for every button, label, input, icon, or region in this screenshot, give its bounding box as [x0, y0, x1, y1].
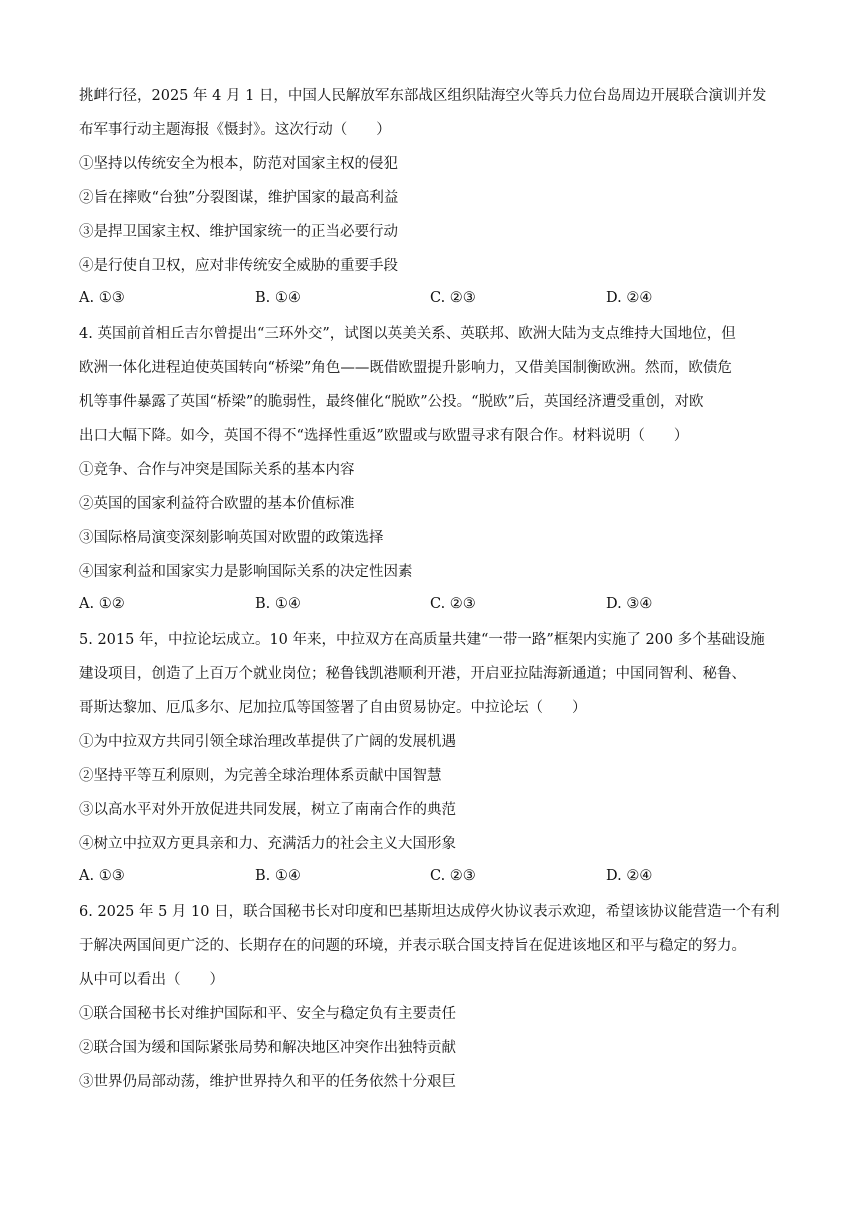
q5-option-b: B. ①④	[255, 868, 301, 884]
q3-statement-2: ②旨在摔败“台独”分裂图谋，维护国家的最高利益	[79, 190, 399, 206]
q4-statement-2: ②英国的国家利益符合欧盟的基本价值标准	[79, 496, 355, 512]
q4-option-a: A. ①②	[79, 596, 125, 612]
q3-statement-4: ④是行使自卫权，应对非传统安全威胁的重要手段	[79, 258, 398, 274]
q6-stem-line: 从中可以看出（ ）	[79, 972, 224, 988]
q5-statement-1: ①为中拉双方共同引领全球治理改革提供了广阔的发展机遇	[79, 734, 456, 750]
q3-options	[79, 290, 784, 310]
q5-stem-line: 建设项目，创造了上百万个就业岗位；秘鲁钱凯港顺利开港，开启亚拉陆海新通道；中国同智利、秘鲁、	[79, 666, 746, 682]
q5-option-c: C. ②③	[430, 868, 476, 884]
q4-stem-line: 4. 英国前首相丘吉尔曾提出“三环外交”，试图以英美关系、英联邦、欧洲大陆为支点维持大国地位，但	[79, 326, 736, 342]
q3-option-d: D. ②④	[606, 290, 653, 306]
q4-statement-4: ④国家利益和国家实力是影响国际关系的决定性因素	[79, 564, 413, 580]
q3-option-c: C. ②③	[430, 290, 476, 306]
q6-stem-line: 6. 2025 年 5 月 10 日，联合国秘书长对印度和巴基斯坦达成停火协议表示欢迎，希望该协议能营造一个有利	[79, 904, 780, 920]
q3-statement-1: ①坚持以传统安全为根本，防范对国家主权的侵犯	[79, 156, 398, 172]
q3-option-b: B. ①④	[255, 290, 301, 306]
q4-option-d: D. ③④	[606, 596, 653, 612]
q4-stem-line: 出口大幅下降。如今，英国不得不“选择性重返”欧盟或与欧盟寻求有限合作。材料说明（ ）	[79, 428, 689, 444]
q4-options	[79, 596, 784, 616]
q3-stem-line: 布军事行动主题海报《慑封》。这次行动（ ）	[79, 122, 391, 138]
q6-statement-3: ③世界仍局部动荡，维护世界持久和平的任务依然十分艰巨	[79, 1074, 456, 1090]
q5-option-a: A. ①③	[79, 868, 125, 884]
q4-option-c: C. ②③	[430, 596, 476, 612]
q5-statement-3: ③以高水平对外开放促进共同发展，树立了南南合作的典范	[79, 802, 456, 818]
q6-stem-line: 于解决两国间更广泛的、长期存在的问题的环境，并表示联合国支持旨在促进该地区和平与稳定的努力。	[79, 938, 746, 954]
q4-option-b: B. ①④	[255, 596, 301, 612]
q4-statement-3: ③国际格局演变深刻影响英国对欧盟的政策选择	[79, 530, 384, 546]
q5-option-d: D. ②④	[606, 868, 653, 884]
q5-stem-line: 哥斯达黎加、厄瓜多尔、尼加拉瓜等国签署了自由贸易协定。中拉论坛（ ）	[79, 700, 587, 716]
q3-statement-3: ③是捍卫国家主权、维护国家统一的正当必要行动	[79, 224, 398, 240]
q5-options	[79, 868, 784, 888]
q5-statement-2: ②坚持平等互利原则，为完善全球治理体系贡献中国智慧	[79, 768, 442, 784]
q3-stem-line: 挑衅行径，2025 年 4 月 1 日，中国人民解放军东部战区组织陆海空火等兵力位台岛周边开展联合演训并发	[79, 88, 767, 104]
q6-statement-2: ②联合国为缓和国际紧张局势和解决地区冲突作出独特贡献	[79, 1040, 456, 1056]
q6-statement-1: ①联合国秘书长对维护国际和平、安全与稳定负有主要责任	[79, 1006, 456, 1022]
q3-option-a: A. ①③	[79, 290, 125, 306]
q4-statement-1: ①竞争、合作与冲突是国际关系的基本内容	[79, 462, 355, 478]
q5-statement-4: ④树立中拉双方更具亲和力、充满活力的社会主义大国形象	[79, 836, 456, 852]
q5-stem-line: 5. 2015 年，中拉论坛成立。10 年来，中拉双方在高质量共建“一带一路”框架内实施了 200 多个基础设施	[79, 632, 765, 648]
q4-stem-line: 欧洲一体化进程迫使英国转向“桥梁”角色——既借欧盟提升影响力，又借美国制衡欧洲。然而，欧债危	[79, 360, 732, 376]
q4-stem-line: 机等事件暴露了英国“桥梁”的脆弱性，最终催化“脱欧”公投。“脱欧”后，英国经济遭受重创，对欧	[79, 394, 704, 410]
